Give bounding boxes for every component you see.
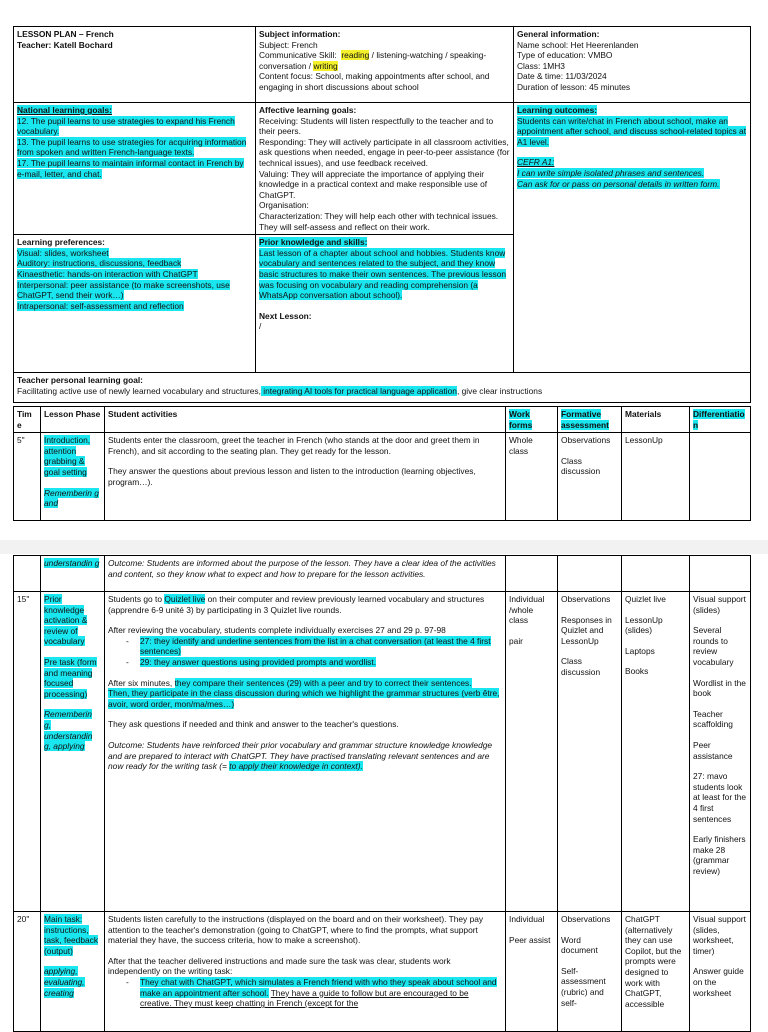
row1-assessment <box>558 433 622 521</box>
row1-assess-2: Class discussion <box>561 455 601 477</box>
row2-diff-7: Early finishers make 28 (grammar review) <box>693 834 746 876</box>
row1-time: 5" <box>14 433 41 521</box>
row2-assess-2: Responses in Quizlet and LessonUp <box>561 614 612 646</box>
row3-differentiation <box>690 912 751 1032</box>
row2-act-4: They ask questions if needed and think and answer to the teacher's questions. <box>108 719 399 730</box>
national-goal-17: 17. The pupil learns to maintain informal contact in French by e-mail, letter, and chat. <box>17 157 244 179</box>
subject-line: Subject: French <box>259 39 318 50</box>
row3-assess-2: Word document <box>561 934 598 956</box>
row2-time: 15" <box>14 592 41 912</box>
row1-materials: LessonUp <box>622 433 690 521</box>
row2-diff-4: Teacher scaffolding <box>693 708 733 730</box>
class-name: Class: 1MH3 <box>517 60 565 71</box>
row2-diff-6: 27: mavo students look at least for the 4 first sentences <box>693 771 747 824</box>
row2-materials <box>622 592 690 912</box>
plan-title: LESSON PLAN – French <box>17 29 114 39</box>
general-heading: General information: <box>517 29 600 39</box>
prior-knowledge-cell <box>256 235 514 373</box>
row3-act-2: After that the teacher delivered instructions and made sure the task was clear, students work independently on the writing task: <box>108 955 451 977</box>
row1-outcome: Outcome: Students are informed about the purpose of the lesson. They have a clear idea of the activities and content, so they know what to expect and how to prepare for the lesson activities. <box>105 556 506 592</box>
row2-mat-1: Quizlet live <box>625 594 666 604</box>
row3-phase-cell <box>41 912 105 1032</box>
row2-diff-5: Peer assistance <box>693 739 733 761</box>
row1-act-2: They answer the questions about previous lesson and listen to the introduction (learning objectives, program…). <box>108 466 476 487</box>
row1-phase-cell <box>41 433 105 521</box>
skill-reading: reading <box>341 50 370 61</box>
row2-quizlet-live: Quizlet live <box>164 594 206 604</box>
row2-bullet-27: 27: they identify and underline sentences from the list in a chat conversation (at least the 4 first sentences) <box>140 635 491 657</box>
next-lesson-value: / <box>259 321 262 332</box>
title-cell <box>14 27 256 103</box>
row2-exercise-list <box>108 636 502 668</box>
row2-assessment <box>558 592 622 912</box>
lesson-plan-table-top <box>13 26 751 403</box>
row3-work-2: Peer assist <box>509 934 551 945</box>
row2-work <box>506 592 558 912</box>
cefr-item-1: I can write simple isolated phrases and sentences. <box>517 167 705 178</box>
school-name: Name school: Het Heerenlanden <box>517 39 639 50</box>
affective-heading: Affective learning goals: <box>259 105 357 115</box>
skill-mid: / listening-watching / speaking-conversation / <box>259 50 487 71</box>
affective-characterization: Characterization: They will help each other with technical issues. They will self-assess and reflect on their work. <box>259 210 499 232</box>
lesson-duration: Duration of lesson: 45 minutes <box>517 81 631 92</box>
row2-activities <box>105 592 506 912</box>
row3-chat-task: They chat with ChatGPT, which simulates a French friend with who they speak about school and make an appointment after school. <box>140 976 497 998</box>
row2-work-1: Individual /whole class <box>509 594 545 626</box>
row3-activities <box>105 912 506 1032</box>
skill-prefix: Communicative Skill: <box>259 50 337 61</box>
row2-diff-2: Several rounds to review vocabulary <box>693 625 734 667</box>
row3-assess-3: Self-assessment (rubric) and self- <box>561 965 606 1008</box>
personal-goal-cell <box>14 373 751 403</box>
learning-preferences-cell <box>14 235 256 373</box>
affective-receiving: Receiving: Students will listen respectfully to the teacher and to their peers. <box>259 115 494 137</box>
general-info-cell <box>514 27 751 103</box>
preferences-heading: Learning preferences: <box>17 237 105 248</box>
personal-goal-heading: Teacher personal learning goal: <box>17 375 143 386</box>
pref-kinaesthetic: Kinaesthetic: hands-on interaction with ChatGPT <box>17 268 198 279</box>
national-goals-cell <box>14 103 256 235</box>
national-goal-12: 12. The pupil learns to use strategies to expand his French vocabulary. <box>17 115 235 137</box>
row3-work <box>506 912 558 1032</box>
prior-text: Last lesson of a chapter about school and hobbies. Students know vocabulary and sentences related to the subject, and they know basic structures to make their own sentences. The previous lesson was focusing on vocabulary and reading comprehension (a WhatsApp conversation about school). <box>259 247 507 301</box>
row1-work: Whole class <box>506 433 558 521</box>
affective-valuing: Valuing: They will appreciate the importance of applying their knowledge in a practical context and make responsible use of ChatGPT. <box>259 168 488 200</box>
row1-phase: Introduction, attention grabbing & goal setting <box>44 435 91 477</box>
pref-auditory: Auditory: instructions, discussions, feedback <box>17 258 182 269</box>
national-heading: National learning goals: <box>17 105 112 115</box>
row2-mat-4: Books <box>625 666 649 677</box>
row1-act-1: Students enter the classroom, greet the teacher in French (who stands at the door and greet them in French), and sit according to the seating plan. They get ready for the lesson. <box>108 435 480 456</box>
subject-heading: Subject information: <box>259 29 341 39</box>
lesson-date: Date & time: 11/03/2024 <box>517 71 607 82</box>
prior-heading: Prior knowledge and skills: <box>259 237 368 248</box>
col-activities: Student activities <box>105 407 506 433</box>
row2-act-2: After reviewing the vocabulary, students complete individually exercises 27 and 29 p. 97-98 <box>108 625 446 636</box>
col-differentiation: Differentiatio n <box>693 409 745 430</box>
pref-interpersonal: Interpersonal: peer assistance (to make screenshots, use ChatGPT, send their work…) <box>17 279 230 301</box>
activities-table-continued <box>13 555 751 1032</box>
row2-assess-1: Observations <box>561 594 611 604</box>
affective-responding: Responding: They will actively participate in all classroom activities, ask questions when needed, engage in peer-to-peer assistance (for technical issues), and use feedback received. <box>259 136 510 168</box>
row3-task-list <box>108 977 502 1009</box>
row1b-phase: understandin g <box>44 558 100 568</box>
row2-phase-italic: Rememberin g, understandin g, applying <box>44 709 93 752</box>
row3-diff-1: Visual support (slides, worksheet, timer) <box>693 914 746 956</box>
row2-diff-3: Wordlist in the book <box>693 677 746 699</box>
subject-info-cell <box>256 27 514 103</box>
row3-phase: Main task: instructions, task, feedback (output) <box>44 914 99 956</box>
content-focus: Content focus: School, making appointments after school, and engaging in short discussions about school <box>259 71 490 92</box>
row3-act-1: Students listen carefully to the instructions (displayed on the board and on their worksheet). They pay attention to the teacher's demonstration (going to ChatGPT, where to find the prompts, what support material they have, the success criteria, how to make a screenshot). <box>108 914 484 946</box>
cefr-heading: CEFR A1: <box>517 157 555 168</box>
col-formative: Formative assessment <box>561 409 609 430</box>
page-separator <box>0 540 768 554</box>
teacher-name: Teacher: Katell Bochard <box>17 39 113 50</box>
row2-mat-2: LessonUp (slides) <box>625 614 663 636</box>
row3-diff-2: Answer guide on the worksheet <box>693 966 744 998</box>
row1-assess-1: Observations <box>561 435 611 446</box>
row2-act1-a: Students go to <box>108 594 163 604</box>
education-type: Type of education: VMBO <box>517 50 613 61</box>
row1-phase-italic: Rememberin g and <box>44 487 99 509</box>
cefr-item-2: Can ask for or pass on personal details in written form. <box>517 178 720 189</box>
pref-intrapersonal: Intrapersonal: self-assessment and reflection <box>17 300 184 311</box>
skill-writing: writing <box>313 60 338 71</box>
row3-guide-note: They have a guide to follow but are encouraged to be creative. They must keep chatting in French (except for the <box>140 987 469 1009</box>
row3-phase-italic: applying, evaluating, creating <box>44 966 85 998</box>
learning-outcomes-cell <box>514 103 751 373</box>
affective-goals-cell <box>256 103 514 235</box>
row2-act3-compare: they compare their sentences (29) with a peer and try to correct their sentences. <box>174 677 472 688</box>
row2-act1-b: on their computer and review previously learned vocabulary and structures (apprendre 6-9 unité 3) by participating in 3 Quizlet live rounds. <box>108 594 485 615</box>
row2-phase: Prior knowledge activation & review of vocabulary <box>44 594 88 647</box>
next-lesson-heading: Next Lesson: <box>259 310 312 321</box>
outcomes-text: Students can write/chat in French about school, make an appointment after school, and discuss school-related topics at A1 level. <box>517 115 747 147</box>
activities-table-top <box>13 406 751 521</box>
row2-assess-3: Class discussion <box>561 656 601 677</box>
row2-phase-cell <box>41 592 105 912</box>
row2-bullet-29: 29: they answer questions using provided prompts and wordlist. <box>140 656 377 667</box>
row2-mat-3: Laptops <box>625 645 655 656</box>
row2-differentiation <box>690 592 751 912</box>
row2-outcome: Outcome: Students have reinforced their prior vocabulary and grammar structure knowledge knowledge and are prepared to interact with ChatGPT. They have practised translating relevant sentences and are now ready for the writing task (= <box>108 739 493 772</box>
row1-differentiation <box>690 433 751 521</box>
affective-organisation: Organisation: <box>259 200 309 211</box>
pref-visual: Visual: slides, worksheet <box>17 247 109 258</box>
row2-diff-1: Visual support (slides) <box>693 594 746 615</box>
outcomes-heading: Learning outcomes: <box>517 105 598 115</box>
personal-goal-highlight: integrating AI tools for practical language application <box>260 385 457 396</box>
row1-activities <box>105 433 506 521</box>
communicative-skill <box>259 50 510 71</box>
personal-goal-text-b: , give clear instructions <box>456 385 543 396</box>
row3-time: 20" <box>14 912 41 1032</box>
row3-assessment <box>558 912 622 1032</box>
row3-materials: ChatGPT (alternatively they can use Copilot, but the prompts were designed to work with ChatGPT, accessible <box>622 912 690 1032</box>
row2-phase-pretask: Pre task (form and meaning focused processing) <box>44 656 97 699</box>
national-goal-13: 13. The pupil learns to use strategies for acquiring information from spoken and written French-language texts. <box>17 136 247 158</box>
row2-outcome-highlight: to apply their knowledge in context). <box>229 761 363 772</box>
col-materials: Materials <box>622 407 690 433</box>
personal-goal-text-a: Facilitating active use of newly learned vocabulary and structures, <box>17 385 261 396</box>
col-work-forms: Work forms <box>509 409 533 430</box>
page-two <box>0 554 768 1024</box>
col-phase: Lesson Phase <box>41 407 105 433</box>
row2-work-2: pair <box>509 635 523 646</box>
row3-assess-1: Observations <box>561 914 611 924</box>
row2-act3-discussion: Then, they participate in the class discussion during which we highlight the grammar structures (verb être, avoir, word order, mon/ma/mes…) <box>108 688 500 709</box>
row2-act3-a: After six minutes, <box>108 677 173 688</box>
col-time: Tim e <box>14 407 41 433</box>
row3-work-1: Individual <box>509 914 545 924</box>
